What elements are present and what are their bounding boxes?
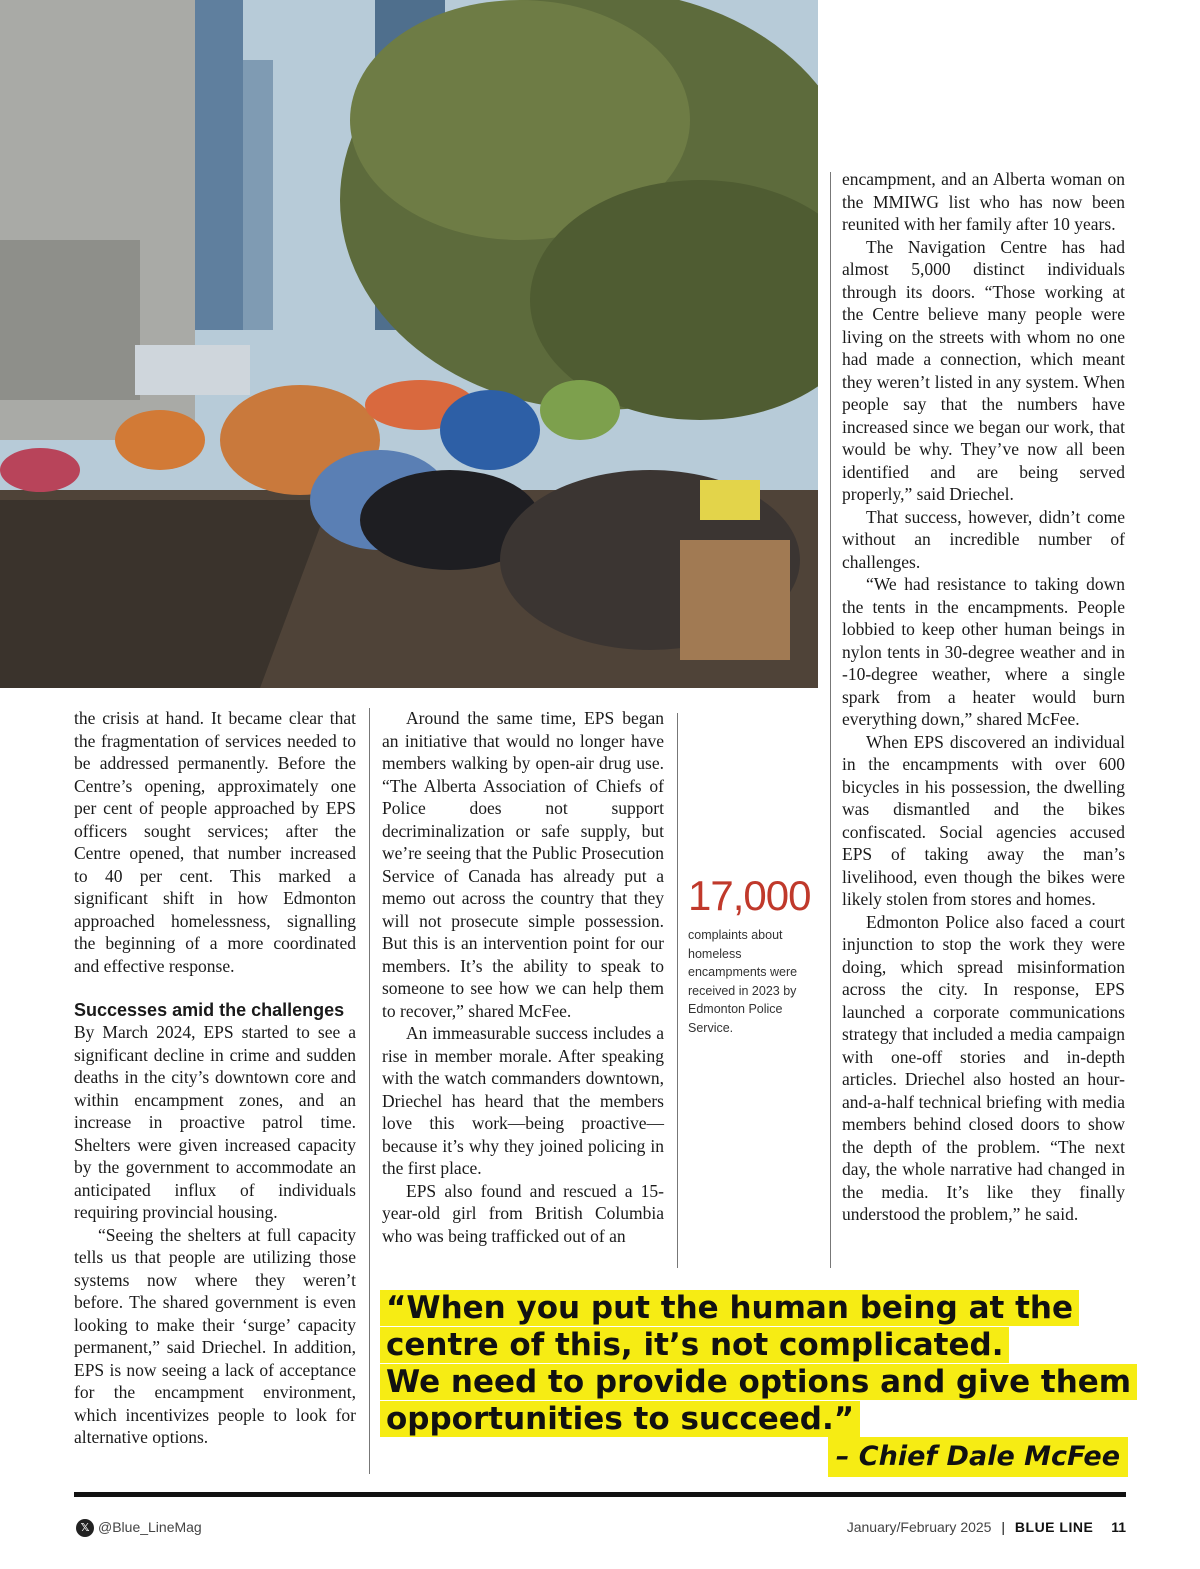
page-number: 11 [1111, 1519, 1126, 1535]
paragraph: When EPS discovered an individual in the encampments with over 600 bicycles in his possession, the dwelling was dismantled and the bikes confiscated. Social agencies accused EPS of taking away the man’s livelihood, even though the bikes were likely stolen from stores and homes. [842, 731, 1125, 909]
stat-callout [688, 872, 816, 1037]
section-heading: Successes amid the challenges [74, 1000, 345, 1020]
column-divider [369, 708, 370, 1474]
pull-quote-line: “When you put the human being at the [380, 1290, 1079, 1326]
column-divider [830, 172, 831, 1268]
pull-quote-line: opportunities to succeed.” [380, 1401, 860, 1437]
paragraph: The Navigation Centre has had almost 5,000 distinct individuals through its doors. “Those working at the Centre believe many people were living on the streets with whom no one had made a connection, which meant they weren’t listed in any system. When people say that the numbers have increased since we began our work, that would be why. They’ve now all been identified and are being served properly,” said Driechel. [842, 236, 1125, 504]
magazine-name: BLUE LINE [1014, 1519, 1094, 1535]
footer-separator: | [1001, 1519, 1006, 1535]
paragraph: “We had resistance to taking down the tents in the encampments. People lobbied to keep other human beings in nylon tents in 30-degree weather and in -10-degree weather, where a single spark from a heater would burn everything down,” shared McFee. [842, 574, 1125, 729]
paragraph: “Seeing the shelters at full capacity tells us that people are utilizing those systems now where they weren’t before. The shared government is even looking to make their ‘surge’ capacity permanent,” said Driechel. In addition, EPS is now seeing a lack of acceptance for the encampment environment, which incentivizes people to look for alternative options. [74, 1224, 356, 1447]
article-column-1 [74, 707, 356, 1449]
pull-quote-line: We need to provide options and give them [380, 1364, 1137, 1400]
footer-rule [74, 1492, 1126, 1497]
paragraph: the crisis at hand. It became clear that the fragmentation of services needed to be addressed permanently. Before the Centre’s opening, approximately one per cent of people approached by EPS officers sought services; after the Centre opened, that number increased to 40 per cent. This marked a significant shift in how Edmonton approached homelessness, signalling the beginning of a more coordinated and effective response. [74, 708, 356, 976]
paragraph: That success, however, didn’t come without an incredible number of challenges. [842, 506, 1125, 572]
social-handle[interactable]: @Blue_LineMag [98, 1519, 202, 1535]
paragraph: Around the same time, EPS began an initiative that would no longer have members walking by open-air drug use. “The Alberta Association of Chiefs of Police does not support decriminalization or safe supply, but we’re seeing that the Public Prosecution Service of Canada has already put a memo out across the country that they will not prosecute simple possession. But this is an intervention point for our members. It’s the ability to speak to someone to see how we can help them to recover,” shared McFee. [382, 708, 664, 1021]
x-logo-icon: 𝕏 [76, 1519, 94, 1537]
stat-number: 17,000 [688, 872, 811, 919]
article-column-2 [382, 707, 664, 1247]
pull-quote [380, 1290, 1140, 1438]
footer-issue-info [847, 1517, 1126, 1537]
quote-attribution: – Chief Dale McFee [828, 1437, 1128, 1477]
paragraph: EPS also found and rescued a 15-year-old girl from British Columbia who was being trafficked out of an [382, 1180, 664, 1246]
paragraph: By March 2024, EPS started to see a significant decline in crime and sudden deaths in the city’s downtown core and within encampment zones, and an increase in proactive patrol time. Shelters were given increased capacity by the government to accommodate an anticipated influx of individuals requiring provincial housing. [74, 1022, 356, 1222]
stat-caption: complaints about homeless encampments were received in 2023 by Edmonton Police Service. [688, 928, 798, 1035]
photo-illustration [0, 0, 818, 688]
pull-quote-line: centre of this, it’s not complicated. [380, 1327, 1009, 1363]
paragraph: Edmonton Police also faced a court injunction to stop the work they were doing, which spread misinformation across the city. In response, EPS launched a corporate communications strategy that included a media campaign with one-off stories and in-depth articles. Driechel also hosted an hour-and-a-half technical briefing with media members behind closed doors to show the depth of the problem. “The next day, the whole narrative had changed in the media. It’s like they finally understood the problem,” he said. [842, 911, 1125, 1224]
issue-date: January/February 2025 [846, 1519, 992, 1535]
footer-social[interactable] [76, 1517, 202, 1537]
paragraph: An immeasurable success includes a rise in member morale. After speaking with the watch commanders downtown, Driechel has heard that the members love this work—being proactive—because it’s why they joined policing in the first place. [382, 1023, 664, 1178]
column-divider [677, 713, 678, 1268]
paragraph: encampment, and an Alberta woman on the MMIWG list who has now been reunited with her family after 10 years. [842, 169, 1125, 234]
encampment-photo [0, 0, 818, 688]
article-column-3 [842, 168, 1125, 1226]
